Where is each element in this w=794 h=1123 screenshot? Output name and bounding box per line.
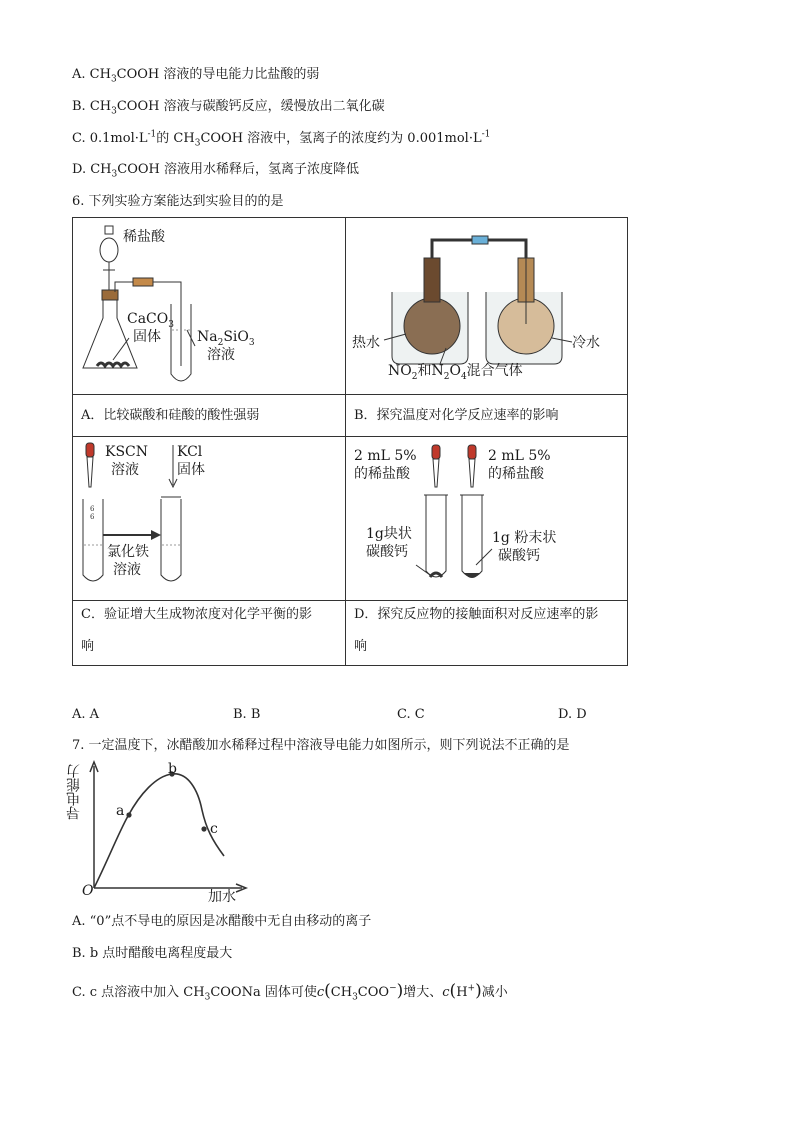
figure-d-lump-1: 1g块状 [366,526,412,542]
caption-d-line2: 响 [354,639,368,654]
point-c-marker [201,826,206,831]
graph-xlabel: 加水 [208,889,236,905]
caption-d-line1: D．探究反应物的接触面积对反应速率的影 [354,607,599,622]
table-divider [73,394,627,395]
q6-experiment-table [72,217,628,666]
caption-c-line2: 响 [81,639,95,654]
q7-stem: 7. 一定温度下，冰醋酸加水稀释过程中溶液导电能力如图所示，则下列说法不正确的是 [72,738,570,753]
figure-a-na2sio3-label: $Na_2SiO_3$ [197,329,255,348]
caption-b: B．探究温度对化学反应速率的影响 [354,408,559,423]
figure-d-powder-2: 碳酸钙 [498,548,540,564]
figure-d-acid-right-2: 的稀盐酸 [488,466,544,482]
figure-d-acid-right-1: 2 mL 5% [488,448,551,464]
figure-b-gas-label: $NO_2$和$N_2O_4$混合气体 [388,363,523,382]
q7-conductivity-graph [62,760,262,910]
figure-c-kcl-label: KCl [177,444,203,460]
q7-option-c: C. c 点溶液中加入 $CH_3COONa$ 固体可使$c(CH_3COO^-)$增大、c(H+)减小 [72,981,508,1003]
q5-option-c: C. $0.1mol\cdot L^{-1}$的 $CH_3COOH$ 溶液中，氢离子的浓度约为 $0.001mol\cdot L^{-1}$ [72,129,491,149]
figure-d-powder-1: 1g 粉末状 [492,530,557,546]
table-divider [73,600,627,601]
q5-option-d: D. $CH_3COOH$ 溶液用水稀释后，氢离子浓度降低 [72,162,359,180]
q7-option-b: B. b 点时醋酸电离程度最大 [72,946,233,961]
graph-origin-label: O [82,883,94,899]
q5-option-a: A. $CH_3COOH$ 溶液的导电能力比盐酸的弱 [72,67,320,85]
q6-answer-a: A. A [72,707,100,722]
graph-point-b-label: b [168,761,177,777]
graph-ylabel: 导电能力 [66,764,82,820]
q6-answer-d: D. D [558,707,587,722]
graph-point-a-label: a [116,803,125,819]
figure-d-apparatus [346,437,628,600]
q6-stem: 6. 下列实验方案能达到实验目的的是 [72,194,284,209]
figure-c-fecl3-solution-label: 溶液 [113,562,141,578]
q7-option-a: A. “0”点不导电的原因是冰醋酸中无自由移动的离子 [72,914,372,929]
q5-option-b: B. $CH_3COOH$ 溶液与碳酸钙反应，缓慢放出二氧化碳 [72,99,385,117]
figure-a-apparatus [73,218,345,394]
figure-b-apparatus [346,218,628,394]
figure-c-kscn-solution-label: 溶液 [111,462,139,478]
figure-d-lump-2: 碳酸钙 [366,544,408,560]
figure-d-acid-left-2: 的稀盐酸 [354,466,410,482]
figure-c-kscn-label: KSCN [105,444,149,460]
figure-d-acid-left-1: 2 mL 5% [354,448,417,464]
figure-a-solid-label: 固体 [133,329,161,345]
figure-c-kcl-solid-label: 固体 [177,462,205,478]
figure-c-fecl3-label: 氯化铁 [107,544,149,560]
figure-b-cold-label: 冷水 [572,335,600,351]
q6-answer-b: B. B [233,707,261,722]
figure-a-caco3-label: CaCO$_3$ [127,311,174,330]
svg-text:6: 6 [90,505,95,513]
figure-b-hot-label: 热水 [352,335,380,351]
caption-a: A．比较碳酸和硅酸的酸性强弱 [81,408,260,423]
q6-answer-c: C. C [397,707,425,722]
figure-a-acid-label: 稀盐酸 [123,229,165,245]
figure-a-solution-label: 溶液 [207,347,235,363]
point-a-marker [126,812,131,817]
svg-text:6: 6 [90,513,95,521]
graph-point-c-label: c [210,821,218,837]
figure-c-apparatus [73,437,345,600]
caption-c-line1: C．验证增大生成物浓度对化学平衡的影 [81,607,312,622]
